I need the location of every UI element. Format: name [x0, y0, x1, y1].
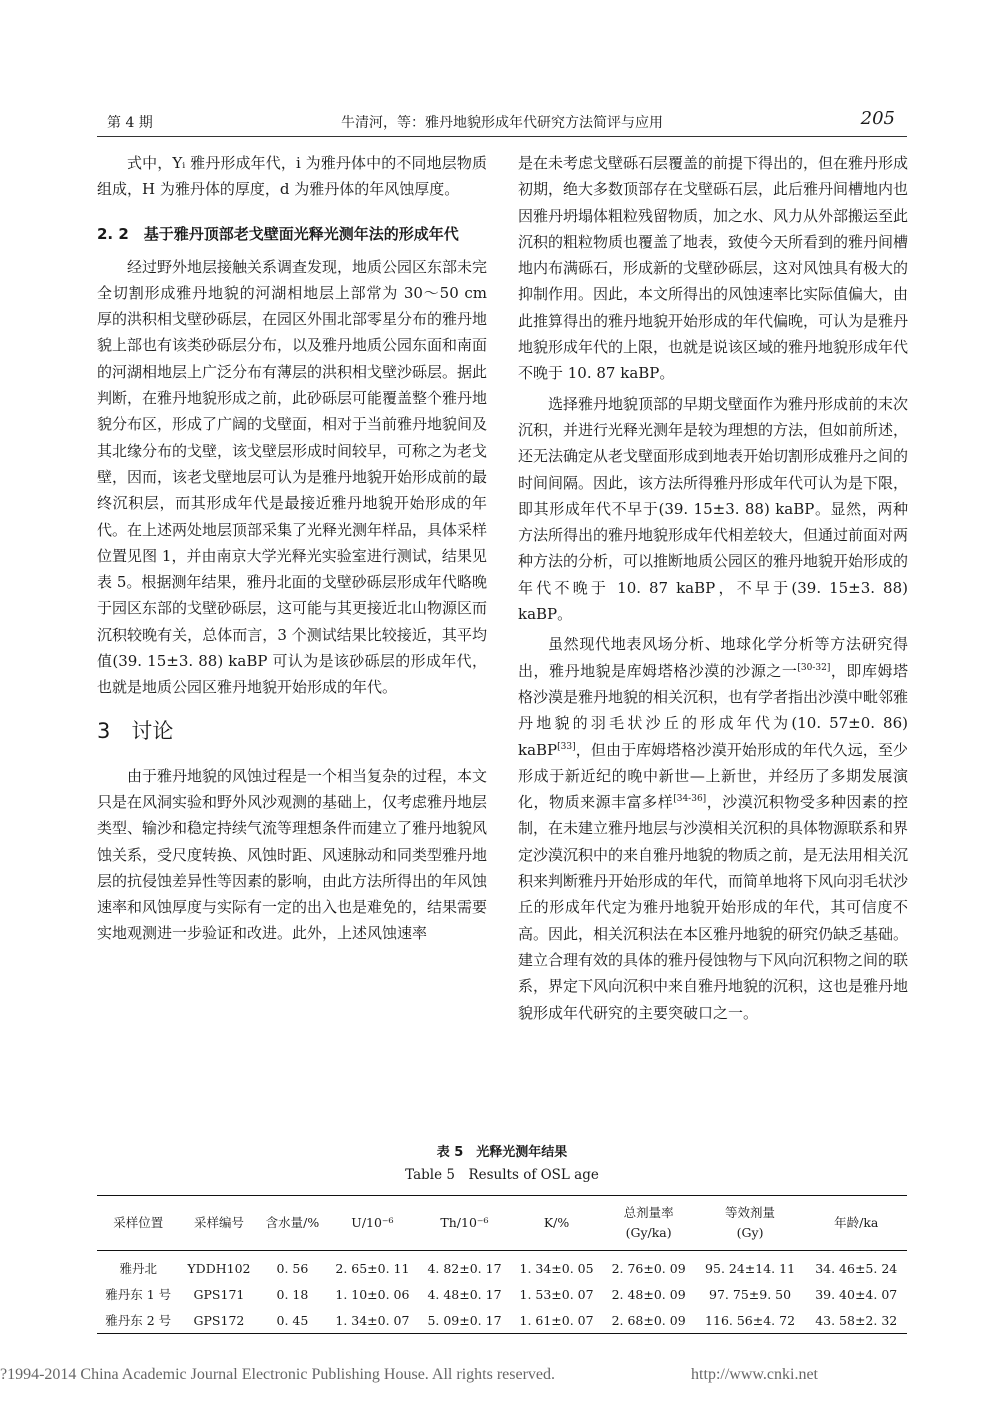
column-header: 采样位置: [97, 1196, 179, 1251]
column-header: K/%: [511, 1196, 603, 1251]
copyright-notice: ?1994-2014 China Academic Journal Electronic Publishing House. All rights reserved.: [0, 1366, 555, 1383]
running-title: 牛清河，等：雅丹地貌形成年代研究方法简评与应用: [341, 115, 663, 131]
osl-results-table: [97, 1195, 907, 1334]
column-header: U/10⁻⁶: [326, 1196, 418, 1251]
column-header: 总剂量率 (Gy/ka): [603, 1196, 695, 1251]
cnki-url: http://www.cnki.net: [691, 1366, 818, 1383]
table-cell: YDDH102: [187, 1260, 251, 1276]
column-header: 含水量/%: [258, 1196, 326, 1251]
section-heading-2-2: 2. 2 基于雅丹顶部老戈壁面光释光测年法的形成年代: [97, 224, 459, 243]
table-caption-cn: 表 5 光释光测年结果: [436, 1145, 568, 1160]
table-cell: 雅丹东 2 号: [97, 1307, 179, 1334]
table-header-row: [97, 1196, 907, 1251]
table-cell: 1. 34±0. 05: [519, 1260, 594, 1276]
citation: [30-32]: [797, 662, 831, 673]
paragraph: 是在未考虑戈壁砾石层覆盖的前提下得出的，但在雅丹形成初期，绝大多数顶部存在戈壁砾石层，此后雅丹间槽地内也因雅丹坍塌体粗粒残留物质，加之水、风力从外部搬运至此沉积的粗粒物质也覆盖了地表，致使今天所看到的雅丹间槽地内布满砾石，形成新的戈壁砂砾层，这对风蚀具有极大的抑制作用。因此，本文所得出的风蚀速率比实际值偏大，由此推算得出的雅丹地貌开始形成的年代偏晚，可认为是雅丹地貌形成年代的上限，也就是说该区域的雅丹地貌形成年代不晚于 10. 87 kaBP。: [518, 154, 909, 383]
running-header: [97, 108, 907, 136]
column-header: Th/10⁻⁶: [418, 1196, 510, 1251]
header-rule: [97, 136, 907, 137]
table-cell: 1. 53±0. 07: [519, 1286, 594, 1302]
issue-number: 第 4 期: [107, 115, 153, 131]
text-run: 虽然现代地表风场分析、地球化学分析等方法研究得出，雅丹地貌是库姆塔格沙漠的沙源之一: [518, 635, 908, 680]
table-cell: 1. 61±0. 07: [511, 1307, 603, 1334]
paragraph: 经过野外地层接触关系调查发现，地质公园区东部未完全切割形成雅丹地貌的河湖相地层上部常为 30～50 cm 厚的洪积相戈壁砂砾层，在园区外围北部零星分布的雅丹地貌上部也有该类砂砾层分布，以及雅丹地质公园东面和南面的河湖相地层上广泛分布有薄层的洪积相戈壁沙砾层。据此判断，在雅丹地貌形成之前，此砂砾层可能覆盖整个雅丹地貌分布区，形成了广阔的戈壁面，相对于当前雅丹地貌间及其北缘分布的戈壁，该戈壁层形成时间较早，可称之为老戈壁，因而，该老戈壁地层可认为是雅丹地貌开始形成前的最终沉积层，而其形成年代是最接近雅丹地貌开始形成的年代。在上述两处地层顶部采集了光释光测年样品，具体采样位置见图 1，并由南京大学光释光实验室进行测试，结果见表 5。根据测年结果，雅丹北面的戈壁砂砾层形成年代略晚于园区东部的戈壁砂砾层，这可能与其更接近北山物源区而沉积较晚有关，总体而言，3 个测试结果比较接近，其平均值(39. 15±3. 88) kaBP 可认为是该砂砾层的形成年代，也就是地质公园区雅丹地貌开始形成的年代。: [97, 257, 488, 697]
table-cell: 116. 56±4. 72: [695, 1307, 806, 1334]
text-run: ，但由于库姆塔格沙漠开始形成的年代久远，至少形成于新近纪的晚中新世—上新世，并经历了多期发展演化，物质来源丰富多样: [518, 740, 908, 812]
table-cell: 4. 48±0. 17: [427, 1286, 502, 1302]
section-heading-3: 3 讨论: [97, 718, 174, 743]
paragraph: 选择雅丹地貌顶部的早期戈壁面作为雅丹形成前的末次沉积，并进行光释光测年是较为理想的方法，但如前所述，还无法确定从老戈壁面形成到地表开始切割形成雅丹之间的时间间隔。因此，该方法所得雅丹形成年代可认为是下限，即其形成年代不早于(39. 15±3. 88) kaBP。显然，两种方法所得出的雅丹地貌形成年代相差较大，但通过前面对两种方法的分析，可以推断地质公园区的雅丹地貌开始形成的年代不晚于 10. 87 kaBP，不早于(39. 15±3. 88) kaBP。: [518, 394, 909, 624]
paragraph: 由于雅丹地貌的风蚀过程是一个相当复杂的过程，本文只是在风洞实验和野外风沙观测的基础上，仅考虑雅丹地层类型、输沙和稳定持续气流等理想条件而建立了雅丹地貌风蚀关系，受尺度转换、风蚀时距、风速脉动和同类型雅丹地层的抗侵蚀差异性等因素的影响，由此方法所得出的年风蚀速率和风蚀厚度与实际有一定的出入也是难免的，结果需要实地观测进一步验证和改进。此外，上述风蚀速率: [97, 766, 488, 943]
table-cell: 95. 24±14. 11: [705, 1260, 796, 1276]
table-cell: 34. 46±5. 24: [815, 1260, 898, 1276]
table-row: [97, 1251, 907, 1282]
table-cell: 39. 40±4. 07: [815, 1286, 898, 1302]
table-cell: 2. 65±0. 11: [335, 1260, 410, 1276]
table-row: [97, 1307, 907, 1334]
table-cell: 43. 58±2. 32: [805, 1307, 907, 1334]
table-row: [97, 1281, 907, 1307]
table-cell: 雅丹北: [119, 1261, 157, 1276]
citation: [34-36]: [673, 794, 707, 805]
table-cell: 2. 76±0. 09: [611, 1260, 686, 1276]
table-cell: 1. 10±0. 06: [335, 1286, 410, 1302]
table-caption-en: Table 5 Results of OSL age: [405, 1167, 599, 1183]
table-cell: 0. 56: [276, 1260, 309, 1276]
table-cell: 97. 75±9. 50: [709, 1286, 792, 1302]
right-column: [518, 150, 908, 1026]
table-cell: 0. 45: [258, 1307, 326, 1334]
table-cell: 2. 48±0. 09: [611, 1286, 686, 1302]
table-cell: 1. 34±0. 07: [326, 1307, 418, 1334]
paragraph: [518, 631, 908, 1025]
column-header: 采样编号: [179, 1196, 258, 1251]
column-header: 等效剂量 (Gy): [695, 1196, 806, 1251]
table-cell: 4. 82±0. 17: [427, 1260, 502, 1276]
table-caption: [97, 1142, 907, 1186]
left-column: [97, 150, 487, 947]
table-cell: GPS171: [193, 1286, 245, 1302]
table-cell: GPS172: [179, 1307, 258, 1334]
formula-explanation: 式中，Yᵢ 雅丹形成年代，i 为雅丹体中的不同地层物质组成，H 为雅丹体的厚度，d 为雅丹体的年风蚀厚度。: [97, 154, 487, 199]
page-number: 205: [860, 108, 895, 129]
column-header: 年龄/ka: [805, 1196, 907, 1251]
text-run: ，即库姆塔格沙漠是雅丹地貌的相关沉积，也有学者指出沙漠中毗邻雅丹地貌的羽毛状沙丘的形成年代为(10. 57±0. 86) kaBP: [518, 661, 909, 759]
citation: [33]: [557, 741, 576, 752]
table-cell: 雅丹东 1 号: [105, 1287, 172, 1302]
table-cell: 0. 18: [276, 1286, 309, 1302]
table-cell: 2. 68±0. 09: [603, 1307, 695, 1334]
table-cell: 5. 09±0. 17: [418, 1307, 510, 1334]
text-run: ，沙漠沉积物受多种因素的控制，在未建立雅丹地层与沙漠相关沉积的具体物源联系和界定沙漠沉积中的来自雅丹地貌的物质之前，是无法用相关沉积来判断雅丹开始形成的年代，而简单地将下风向羽毛状沙丘的形成年代定为雅丹地貌开始形成的年代，其可信度不高。因此，相关沉积法在本区雅丹地貌的研究仍缺乏基础。建立合理有效的具体的雅丹侵蚀物与下风向沉积物之间的联系，界定下风向沉积中来自雅丹地貌的沉积，这也是雅丹地貌形成年代研究的主要突破口之一。: [518, 793, 909, 1022]
